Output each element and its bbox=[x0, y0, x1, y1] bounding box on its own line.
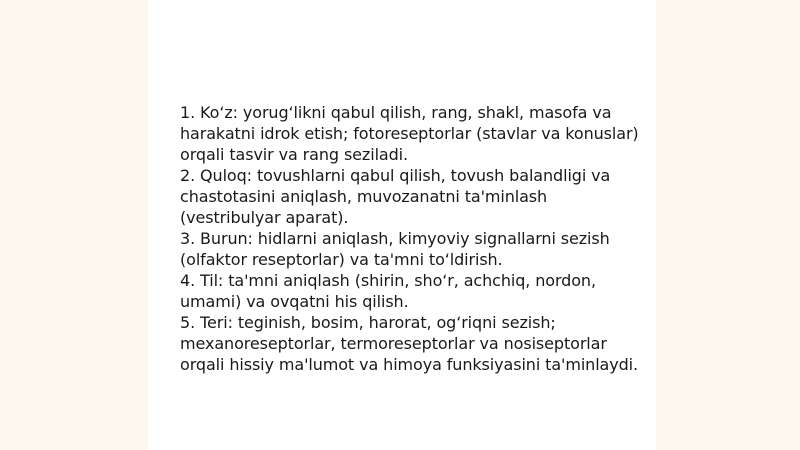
list-item-ear: 2. Quloq: tovushlarni qabul qilish, tovush balandligi va chastotasini aniqlash, muvozanatni ta'minlash (vestribulyar aparat). bbox=[180, 166, 611, 227]
document-content bbox=[180, 102, 640, 375]
list-item-eye: 1. Ko‘z: yorug‘likni qabul qilish, rang, shakl, masofa va harakatni idrok etish; fotoreseptorlar (stavlar va konuslar) orqali tasvir va rang seziladi. bbox=[180, 103, 639, 164]
list-item-skin: 5. Teri: teginish, bosim, harorat, og‘riqni sezish; mexanoreseptorlar, termoreseptorlar va nosiseptorlar orqali hissiy ma'lumot va himoya funksiyasini ta'minlaydi. bbox=[180, 313, 639, 374]
list-item-tongue: 4. Til: ta'mni aniqlash (shirin, sho‘r, achchiq, nordon, umami) va ovqatni his qilish. bbox=[180, 271, 596, 311]
list-item-nose: 3. Burun: hidlarni aniqlash, kimyoviy signallarni sezish (olfaktor reseptorlar) va ta'mni to‘ldirish. bbox=[180, 229, 610, 269]
document-page bbox=[148, 0, 656, 450]
